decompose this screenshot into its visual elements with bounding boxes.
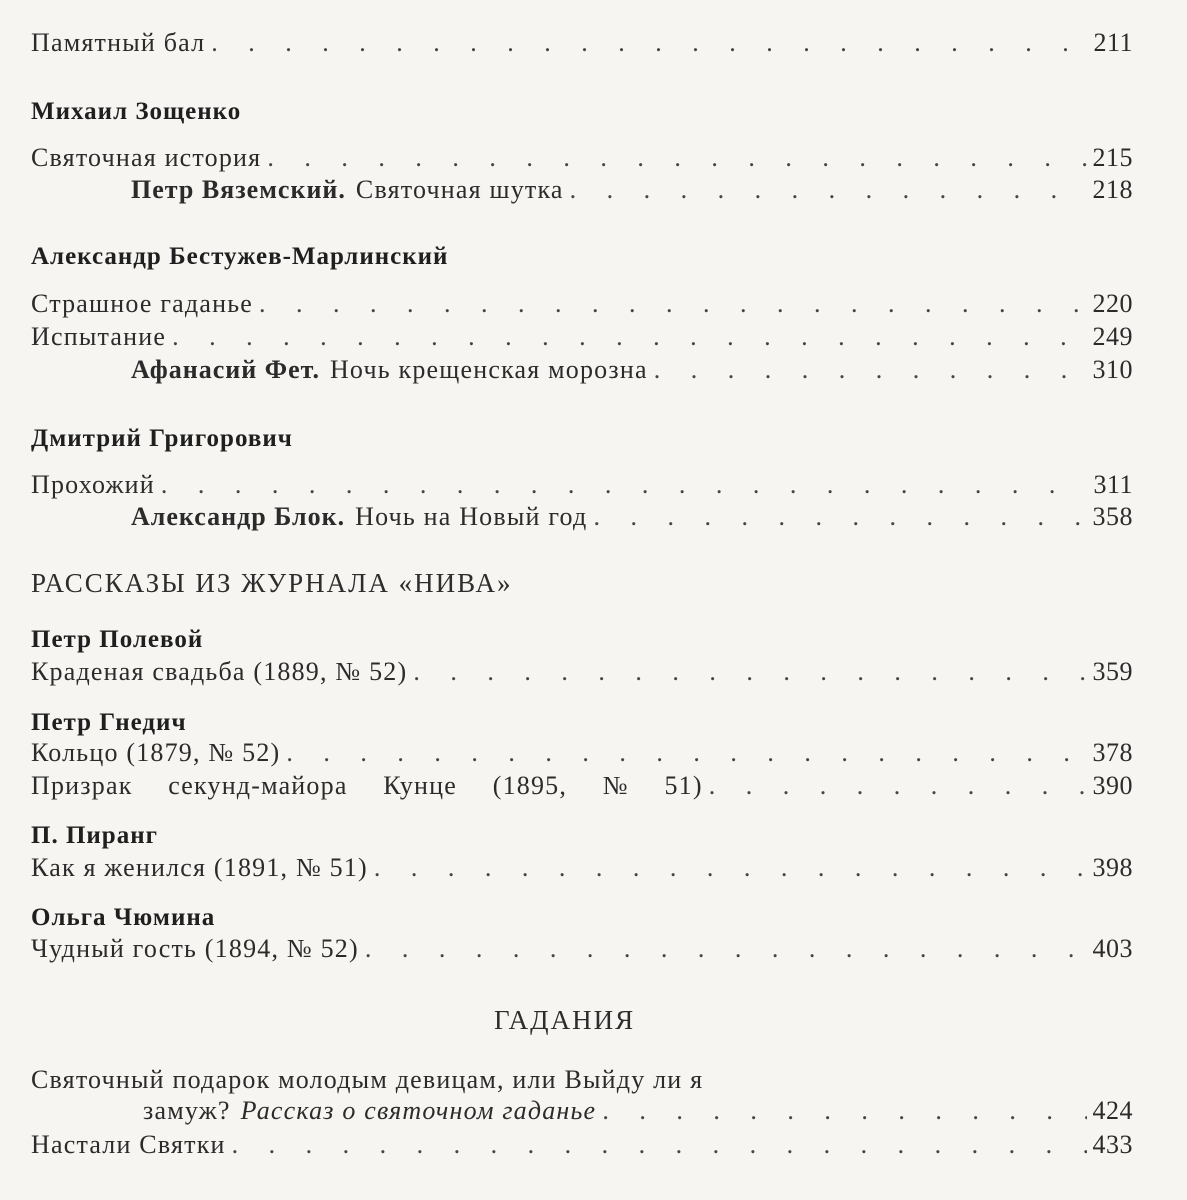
entry-title: Чудный гость (1894, № 52) [31, 934, 359, 963]
page-number: 249 [1092, 322, 1133, 351]
toc-entry[interactable] [31, 853, 1133, 887]
toc-entry[interactable] [31, 934, 1133, 968]
page-number: 433 [1092, 1130, 1133, 1159]
entry-subtitle: Рассказ о святочном гаданье [240, 1096, 597, 1125]
dot-leader [232, 1130, 1087, 1160]
page-number: 403 [1092, 934, 1133, 963]
section-heading-niva: РАССКАЗЫ ИЗ ЖУРНАЛА «НИВА» [31, 568, 513, 598]
page-number: 390 [1092, 771, 1133, 800]
toc-entry[interactable] [31, 289, 1133, 323]
entry-title-line1[interactable]: Святочный подарок молодым девицам, или Выйду ли я [31, 1065, 704, 1094]
poem-author: Александр Блок. [131, 502, 346, 531]
page-number: 359 [1092, 657, 1133, 686]
author-heading: Петр Полевой [31, 626, 204, 653]
dot-leader [172, 322, 1086, 352]
entry-title: Святочная история [31, 143, 262, 172]
author-heading: Михаил Зощенко [31, 98, 242, 125]
toc-entry[interactable] [31, 657, 1133, 691]
dot-leader [365, 934, 1087, 964]
dot-leader [267, 143, 1086, 173]
author-heading: Александр Бестужев-Марлинский [31, 243, 449, 270]
page-number: 211 [1093, 28, 1133, 57]
dot-leader [654, 355, 1087, 385]
page-number: 358 [1092, 502, 1133, 531]
toc-entry[interactable] [31, 143, 1133, 177]
dot-leader [374, 853, 1087, 883]
page-number: 424 [1092, 1096, 1133, 1125]
poem-author: Афанасий Фет. [131, 355, 320, 384]
author-heading: Петр Гнедич [31, 709, 187, 736]
dot-leader [570, 175, 1087, 205]
dot-leader [259, 289, 1087, 319]
entry-title: Кольцо (1879, № 52) [31, 738, 281, 767]
page-number: 220 [1092, 289, 1133, 318]
toc-entry-poem[interactable] [131, 502, 1133, 536]
author-heading: П. Пиранг [31, 822, 158, 849]
page-number: 218 [1092, 175, 1133, 204]
entry-title-line2: замуж? [143, 1096, 231, 1125]
entry-title: Страшное гаданье [31, 289, 253, 318]
dot-leader [593, 502, 1086, 532]
toc-entry[interactable] [31, 771, 1133, 805]
entry-title: Призрак секунд-майора Кунце (1895, № 51) [31, 771, 703, 800]
toc-entry[interactable] [31, 28, 1133, 62]
entry-title: Как я женился (1891, № 51) [31, 853, 368, 882]
entry-title: Испытание [31, 322, 167, 351]
toc-entry[interactable] [143, 1096, 1133, 1130]
toc-entry[interactable] [31, 470, 1133, 504]
dot-leader [709, 771, 1087, 801]
entry-title: Памятный бал [31, 28, 206, 57]
page-number: 311 [1093, 470, 1133, 499]
dot-leader [211, 28, 1087, 58]
page-number: 310 [1092, 355, 1133, 384]
page-number: 378 [1092, 738, 1133, 767]
author-heading: Ольга Чюмина [31, 904, 216, 931]
dot-leader [602, 1096, 1086, 1126]
entry-title: Краденая свадьба (1889, № 52) [31, 657, 408, 686]
page-number: 398 [1092, 853, 1133, 882]
toc-entry[interactable] [31, 322, 1133, 356]
section-heading-gadaniya: ГАДАНИЯ [494, 1005, 636, 1035]
entry-title: Святочная шутка [355, 175, 564, 204]
entry-title: Ночь крещенская морозна [329, 355, 648, 384]
dot-leader [286, 738, 1086, 768]
toc-entry[interactable] [31, 738, 1133, 772]
entry-title: Ночь на Новый год [355, 502, 588, 531]
toc-entry-poem[interactable] [131, 355, 1133, 389]
entry-title: Настали Святки [31, 1130, 226, 1159]
dot-leader [413, 657, 1086, 687]
page-number: 215 [1092, 143, 1133, 172]
poem-author: Петр Вяземский. [131, 175, 346, 204]
entry-title: Прохожий [31, 470, 155, 499]
toc-entry-poem[interactable] [131, 175, 1133, 209]
author-heading: Дмитрий Григорович [31, 425, 293, 452]
dot-leader [161, 470, 1088, 500]
toc-entry[interactable] [31, 1130, 1133, 1164]
